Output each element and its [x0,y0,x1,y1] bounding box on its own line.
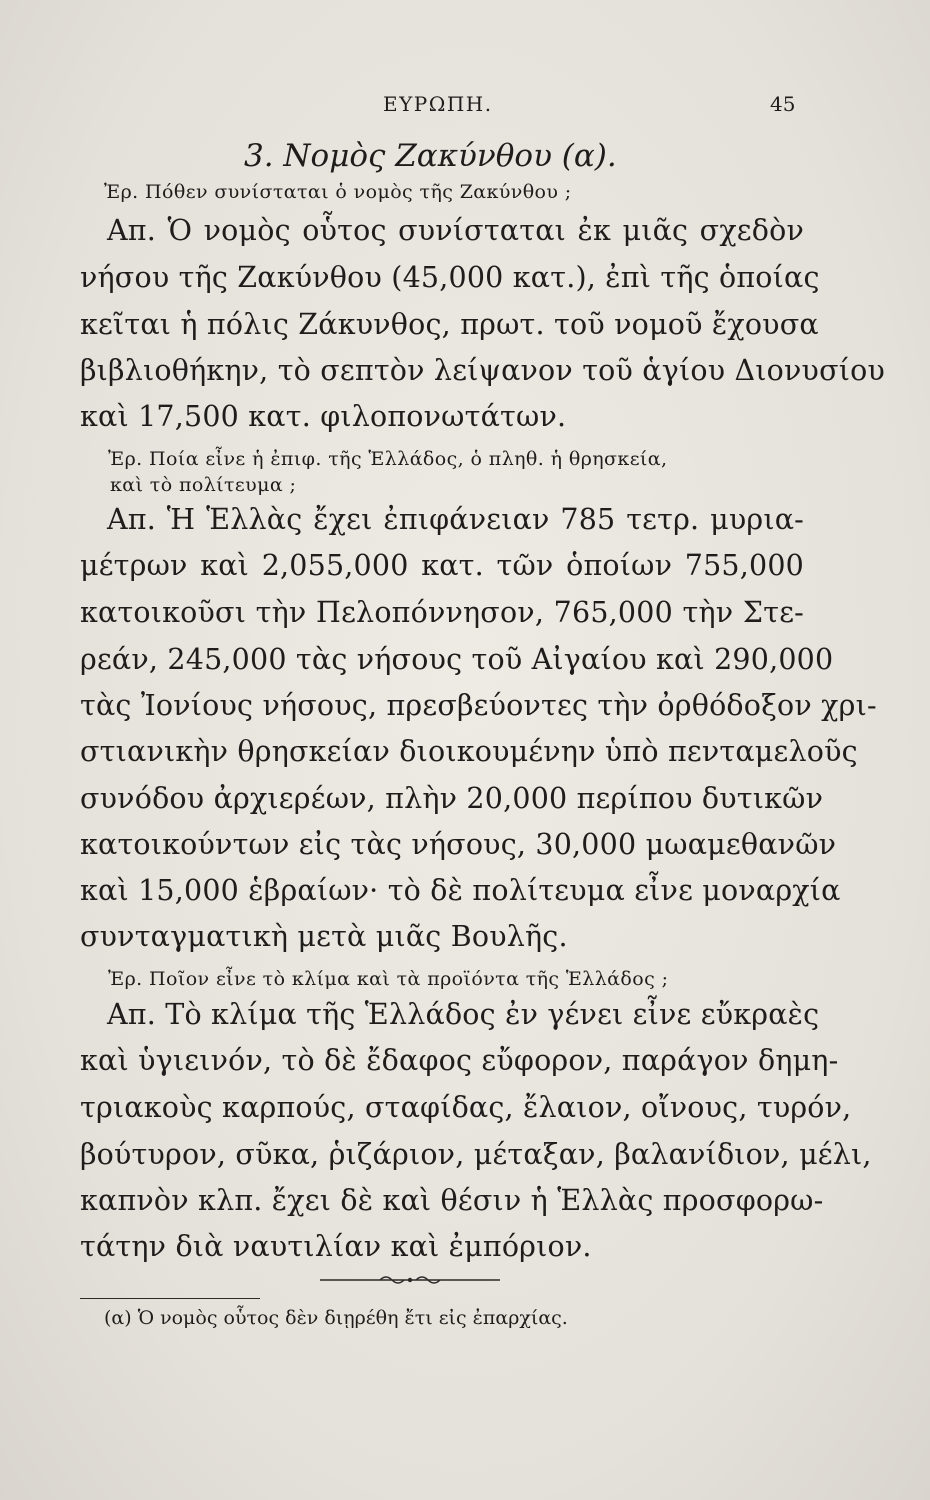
text-line: Απ. Ἡ Ἑλλὰς ἔχει ἐπιφάνειαν 785 τετρ. μυρια- [107,503,804,536]
question-line: Ἐρ. Πόθεν συνίσταται ὁ νομὸς τῆς Ζακύνθου ; [104,181,572,203]
answer-line [80,1044,839,1077]
text-line: ρεάν, 245,000 τὰς νήσους τοῦ Αἰγαίου καὶ 290,000 [80,643,834,676]
answer-line [80,920,568,953]
text-line: καὶ 17,500 κατ. φιλοπονωτάτων. [80,400,567,433]
text-line: τάτην διὰ ναυτιλίαν καὶ ἐμπόριον. [80,1230,592,1263]
text-line: συνταγματικὴ μετὰ μιᾶς Βουλῆς. [80,920,568,953]
text-line: βιβλιοθήκην, τὸ σεπτὸν λείψανον τοῦ ἁγίου Διονυσίου [80,354,885,387]
running-title: ΕΥΡΩΠΗ. [383,92,493,116]
running-head [0,92,930,122]
text-line: καὶ ὑγιεινόν, τὸ δὲ ἔδαφος εὔφορον, παράγον δημη- [80,1044,839,1077]
footnote: (α) Ὁ νομὸς οὗτος δὲν διῃρέθη ἔτι εἰς ἐπαρχίας. [104,1307,568,1329]
question-line: Ἐρ. Ποῖον εἶνε τὸ κλίμα καὶ τὰ προϊόντα τῆς Ἑλλάδος ; [108,968,669,990]
text-line: κατοικούντων εἰς τὰς νήσους, 30,000 μωαμεθανῶν [80,828,837,861]
answer-line [80,503,804,536]
answer-line [80,549,804,582]
section-heading: 3. Νομὸς Ζακύνθου (α). [244,138,617,174]
text-line: καπνὸν κλπ. ἔχει δὲ καὶ θέσιν ἡ Ἑλλὰς προσφορω- [80,1184,824,1217]
answer-line [80,689,877,722]
text-line: κατοικοῦσι τὴν Πελοπόννησον, 765,000 τὴν Στε- [80,596,804,629]
answer-line [80,1138,872,1171]
answer-line [80,643,834,676]
ornament-divider [320,1273,500,1287]
footnote-rule [80,1298,260,1299]
answer-line [80,214,804,247]
answer-line [80,400,566,433]
text-line: στιανικὴν θρησκείαν διοικουμένην ὑπὸ πενταμελοῦς [80,735,858,768]
text-line: βούτυρον, σῦκα, ῥιζάριον, μέταξαν, βαλανίδιον, μέλι, [80,1138,872,1171]
text-line: Απ. Ὁ νομὸς οὗτος συνίσταται ἐκ μιᾶς σχεδὸν [107,214,804,247]
answer-line [80,1230,592,1263]
text-line: τὰς Ἰονίους νήσους, πρεσβεύοντες τὴν ὀρθόδοξον χρι- [80,689,877,722]
answer-line [80,735,858,768]
page-number: 45 [770,92,796,116]
answer-line [80,1184,824,1217]
text-line: κεῖται ἡ πόλις Ζάκυνθος, πρωτ. τοῦ νομοῦ ἔχουσα [80,308,819,341]
text-line: συνόδου ἀρχιερέων, πλὴν 20,000 περίπου δυτικῶν [80,782,824,815]
question-line: Ἐρ. Ποία εἶνε ἡ ἐπιφ. τῆς Ἑλλάδος, ὁ πληθ. ἡ θρησκεία, [108,448,668,470]
text-line: μέτρων καὶ 2,055,000 κατ. τῶν ὁποίων 755,000 [80,549,804,582]
answer-line [80,308,819,341]
text-line: Απ. Τὸ κλίμα τῆς Ἑλλάδος ἐν γένει εἶνε εὔκραὲς [107,998,820,1031]
answer-line [80,782,824,815]
answer-line [80,828,837,861]
text-line: νήσου τῆς Ζακύνθου (45,000 κατ.), ἐπὶ τῆς ὁποίας [80,261,820,294]
question-line: καὶ τὸ πολίτευμα ; [110,474,297,496]
text-line: καὶ 15,000 ἑβραίων· τὸ δὲ πολίτευμα εἶνε μοναρχία [80,874,841,907]
answer-line [80,874,841,907]
text-line: τριακοὺς καρπούς, σταφίδας, ἔλαιον, οἴνους, τυρόν, [80,1091,852,1124]
answer-line [80,596,804,629]
answer-line [80,1091,852,1124]
answer-line [80,998,820,1031]
answer-line [80,261,820,294]
answer-line [80,354,885,387]
